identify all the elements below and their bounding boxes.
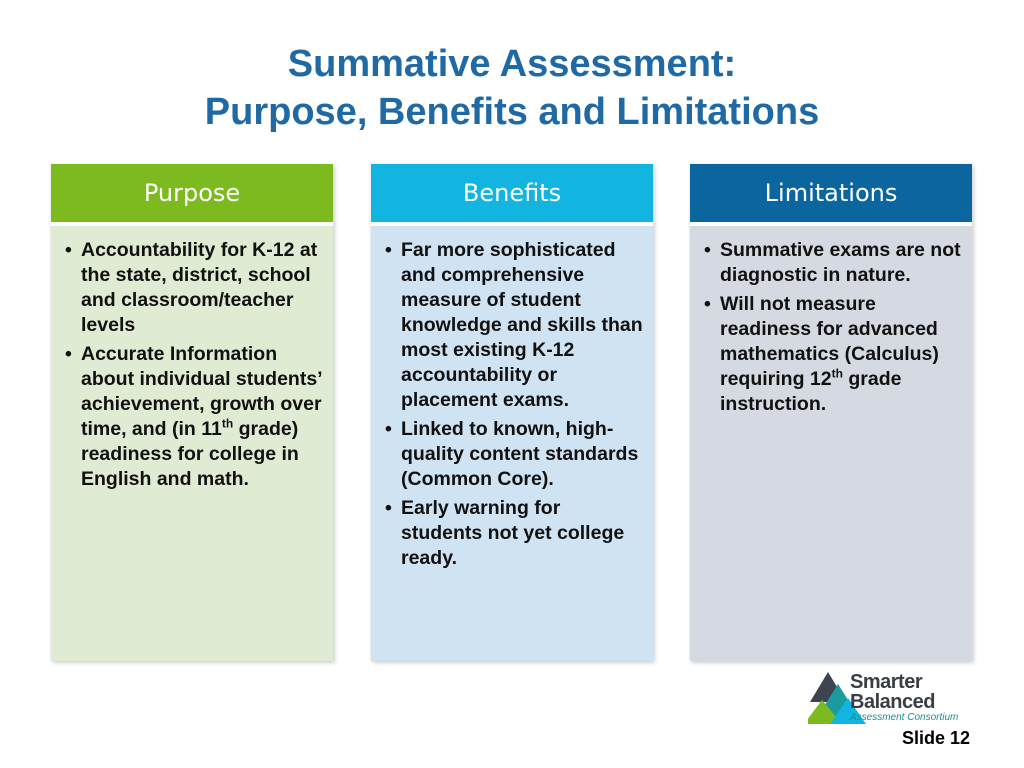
purpose-column	[51, 164, 333, 661]
purpose-item-1: • Accountability for K-12 at the state, district, school and classroom/teacher levels	[81, 238, 323, 338]
benefits-item-1: • Far more sophisticated and comprehensive measure of student knowledge and skills than most existing K-12 accountability or placement exams.	[401, 238, 643, 413]
limitations-item-2-sup: th	[831, 366, 843, 381]
limitations-column	[690, 164, 972, 661]
logo-line2: Balanced	[850, 691, 935, 713]
logo-line3: Assessment Consortium	[850, 712, 959, 723]
limitations-item-2-text: Will not measure readiness for advanced mathematics (Calculus) requiring 12	[720, 293, 939, 390]
purpose-heading: Purpose	[51, 164, 333, 222]
limitations-item-2-text-end: grade instruction.	[720, 368, 902, 415]
limitations-item-1: • Summative exams are not diagnostic in nature.	[720, 238, 962, 288]
limitations-list	[700, 238, 962, 417]
limitations-item-2	[720, 292, 962, 417]
purpose-item-2-text: Accurate Information about individual students’ achievement, growth over time, and (in 11	[81, 343, 322, 440]
limitations-heading: Limitations	[690, 164, 972, 222]
purpose-item-2	[81, 342, 323, 492]
benefits-item-2: • Linked to known, high-quality content standards (Common Core).	[401, 417, 643, 492]
benefits-column	[371, 164, 653, 661]
purpose-item-2-sup: th	[221, 416, 234, 431]
slide-title-line1: Summative Assessment:	[287, 43, 737, 85]
slide-title-line2: Purpose, Benefits and Limitations	[204, 91, 820, 133]
purpose-item-2-text-end: grade) readiness for college in English and math.	[81, 418, 299, 490]
benefits-body	[371, 222, 653, 661]
purpose-body	[51, 222, 333, 661]
benefits-item-3: • Early warning for students not yet college ready.	[401, 496, 643, 571]
benefits-list	[381, 238, 643, 571]
purpose-list	[61, 238, 323, 492]
benefits-heading: Benefits	[371, 164, 653, 222]
limitations-body	[690, 222, 972, 661]
slide-number: Slide 12	[901, 728, 970, 748]
logo-wordmark	[850, 672, 958, 724]
slide-title	[0, 40, 1024, 136]
logo-line1: Smarter	[850, 671, 923, 693]
